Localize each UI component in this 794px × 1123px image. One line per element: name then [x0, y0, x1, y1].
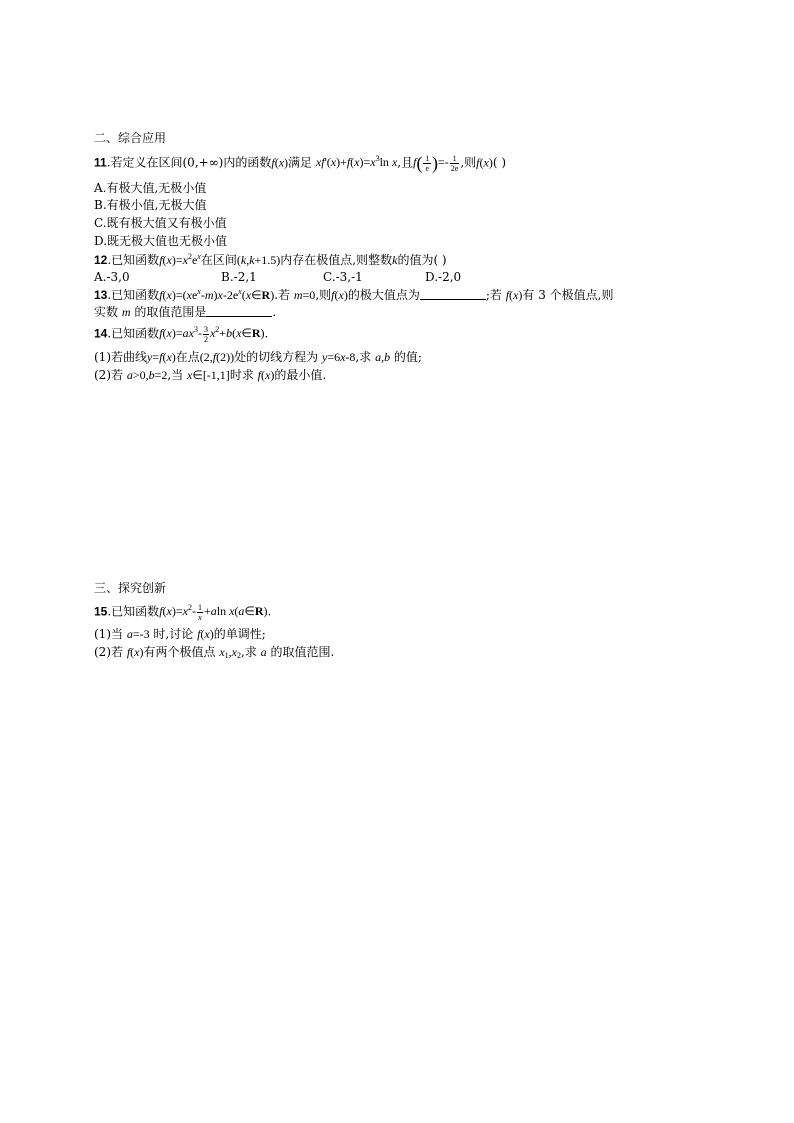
question-number: 11 [94, 155, 107, 170]
question-14-part-1: (1)若曲线y=f(x)在点(2,f(2))处的切线方程为 y=6x-8,求 a,b 的值; [94, 350, 422, 364]
question-11-stem: 11.若定义在区间(0,+∞)内的函数f(x)满足 $xf'(x)+f(x)=x^3\ln$ x,且f( $\frac{1}{e}$ )=- $\frac{1}{2e}$ ,则f(x)( ) [94, 153, 507, 174]
option-a: A.-3,0 [94, 270, 130, 284]
question-number: 14 [94, 326, 108, 341]
question-15-part-2: (2)若 f(x)有两个极值点 $x_1,x_2$,求 a 的取值范围. [94, 645, 335, 660]
option-d: D.-2,0 [425, 270, 462, 284]
question-14-part-2: (2)若 a>0,b=2,当 x∈[-1,1]时求 f(x)的最小值. [94, 368, 327, 382]
option-c: C.-3,-1 [323, 270, 363, 284]
option-b: B.-2,1 [221, 270, 257, 284]
question-14-stem: 14.已知函数$f(x)=ax^3-$ $\frac{3}{2}$ $x^2+b(x\in R)$. [94, 325, 269, 344]
option-d: D.既无极大值也无极小值 [94, 234, 228, 248]
question-15-part-1: (1)当 a=-3 时,讨论 f(x)的单调性; [94, 627, 266, 641]
option-a: A.有极大值,无极小值 [94, 181, 207, 195]
question-15-stem: 15.已知函数$f(x)=x^2-$ $\frac{1}{x}$ +aln x(a∈R). [94, 603, 272, 622]
section-title-exploration: 三、探究创新 [94, 581, 167, 595]
option-b: B.有极小值,无极大值 [94, 198, 207, 212]
answer-blank[interactable] [206, 305, 272, 317]
question-number: 15 [94, 604, 108, 619]
option-c: C.既有极大值又有极小值 [94, 216, 227, 230]
question-13-line2: 实数 m 的取值范围是 . [94, 305, 277, 319]
question-number: 13 [94, 288, 108, 302]
question-13-stem: 13.已知函数$f(x)=(xe^x-m)x-2e^x(x\in R)$.若 m=0,则f(x)的极大值点为 ;若 f(x)有 3 个极值点,则 [94, 287, 614, 302]
answer-blank[interactable] [420, 288, 486, 300]
question-12-stem: 12.已知函数$f(x)=x^2e^x$在区间(k,k+1.5)内存在极值点,则整数k的值为( ) [94, 252, 447, 267]
question-number: 12 [94, 253, 108, 267]
section-title-comprehensive: 二、综合应用 [94, 131, 167, 145]
